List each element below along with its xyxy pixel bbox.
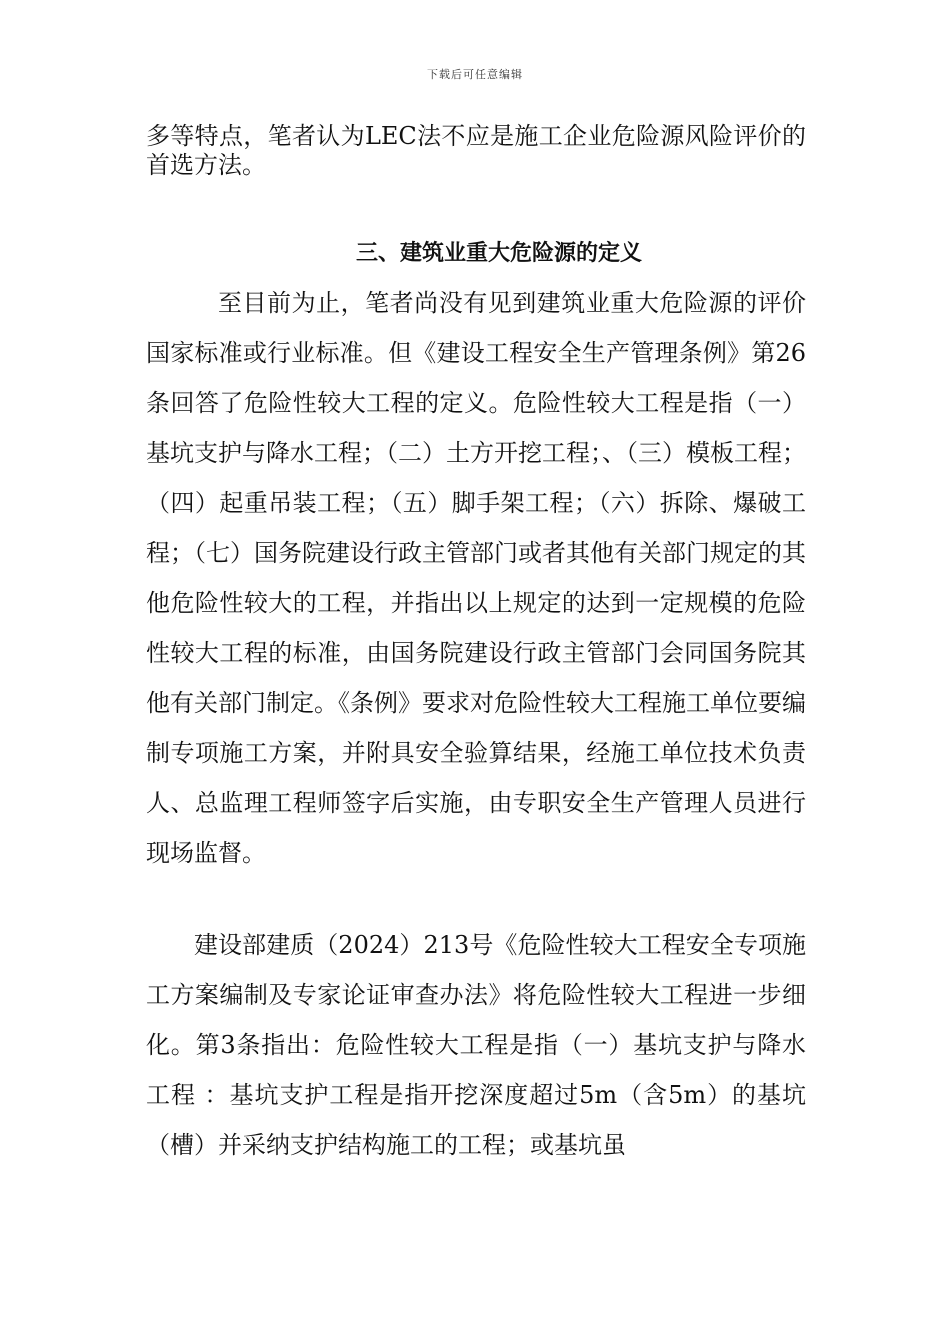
section-heading: 三、建筑业重大危险源的定义 — [355, 241, 642, 266]
body-paragraph-1: 至目前为止，笔者尚没有见到建筑业重大危险源的评价国家标准或行业标准。但《建设工程安全生产管理条例》第26条回答了危险性较大工程的定义。危险性较大工程是指（一）基坑支护与降水工程；（二）土方开挖工程；、（三）模板工程；（四）起重吊装工程；（五）脚手架工程；（六）拆除、爆破工程；（七）国务院建设行政主管部门或者其他有关部门规定的其他危险性较大的工程，并指出以上规定的达到一定规模的危险性较大工程的标准，由国务院建设行政主管部门会同国务院其他有关部门制定。《条例》要求对危险性较大工程施工单位要编制专项施工方案，并附具安全验算结果，经施工单位技术负责人、总监理工程师签字后实施，由专职安全生产管理人员进行现场监督。 — [146, 289, 806, 867]
page-header: 下载后可任意编辑 — [427, 68, 523, 81]
intro-paragraph: 多等特点，笔者认为LEC法不应是施工企业危险源风险评价的首选方法。 — [146, 122, 806, 179]
body-paragraph-2: 建设部建质（2024）213号《危险性较大工程安全专项施工方案编制及专家论证审查办法》将危险性较大工程进一步细化。第3条指出：危险性较大工程是指（一）基坑支护与降水工程 ：基坑支护工程是指开挖深度超过5m（含5m）的基坑（槽）并采纳支护结构施工的工程；或基坑虽 — [146, 931, 806, 1159]
